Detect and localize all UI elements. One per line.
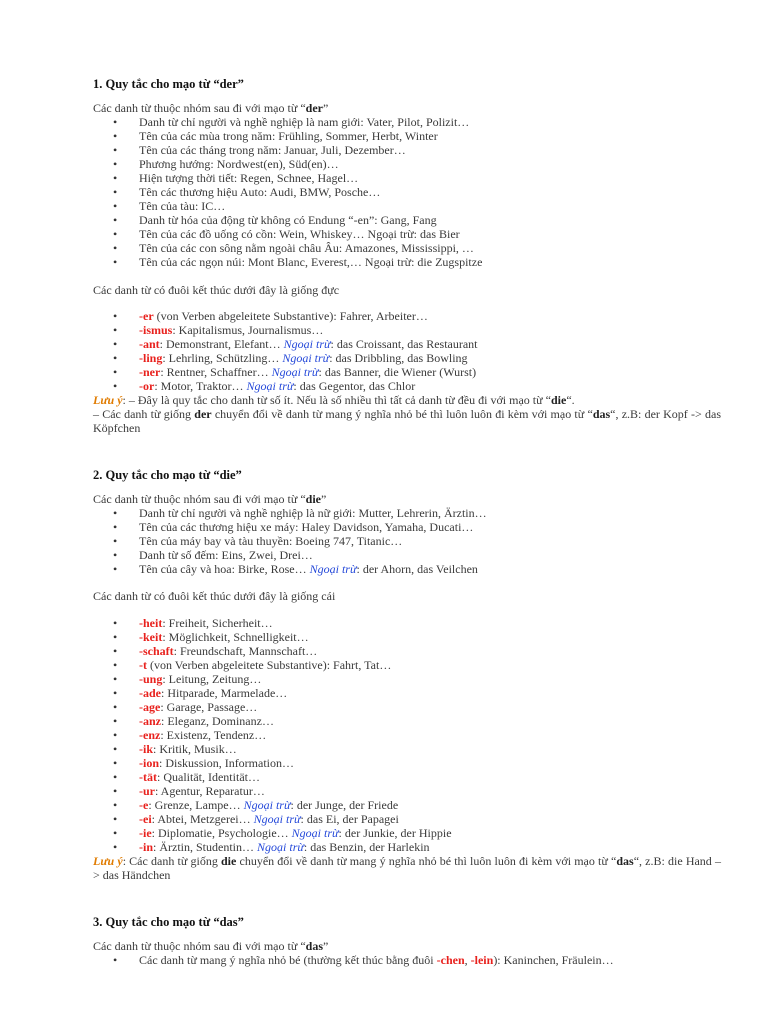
ending-text: : Leitung, Zeitung… (162, 672, 262, 686)
list-item (93, 630, 452, 644)
article-der: der (305, 101, 323, 115)
ending-text: : Grenze, Lampe… (148, 798, 244, 812)
suffix: -tät (139, 770, 157, 784)
note-text: – Các danh từ giống (93, 407, 195, 421)
exception-text: : der Junkie, der Hippie (338, 826, 452, 840)
suffix: -lein (470, 953, 494, 967)
list-item (93, 826, 452, 840)
list-item (93, 562, 487, 576)
exception-text: : das Ei, der Papagei (300, 812, 399, 826)
ending-text: : Eleganz, Dominanz… (161, 714, 274, 728)
list-item (93, 644, 452, 658)
suffix: -ik (139, 742, 154, 756)
list-item: • Danh từ số đếm: Eins, Zwei, Drei… (93, 548, 487, 562)
intro-close: ” (321, 492, 327, 506)
ending-text: : Motor, Traktor… (154, 379, 247, 393)
list-item (93, 365, 478, 379)
note-text: chuyển đổi về danh từ mang ý nghĩa nhỏ bé thì luôn luôn đi kèm với mạo từ “ (236, 854, 617, 868)
suffix: -schaft (139, 644, 174, 658)
ending-text: : Diplomatie, Psychologie… (151, 826, 292, 840)
suffix: -ade (139, 686, 161, 700)
note-text: chuyển đổi về danh từ mang ý nghĩa nhỏ bé thì luôn luôn đi kèm với mạo từ “ (211, 407, 593, 421)
list-item (93, 309, 478, 323)
list-item (93, 756, 452, 770)
intro-text: Các danh từ thuộc nhóm sau đi với mạo từ “ (93, 939, 306, 953)
exception-label: Ngoại trừ (257, 840, 304, 854)
article-das: das (305, 939, 323, 953)
list-item: • Tên của máy bay và tàu thuyền: Boeing 747, Titanic… (93, 534, 487, 548)
suffix: -heit (139, 616, 163, 630)
suffix: -ant (139, 337, 160, 351)
ending-text: : Freundschaft, Mannschaft… (173, 644, 318, 658)
list-item: • Danh từ chỉ người và nghề nghiệp là nữ giới: Mutter, Lehrerin, Ärztin… (93, 506, 487, 520)
list-item (93, 672, 452, 686)
ending-text: : Hitparade, Marmelade… (161, 686, 288, 700)
list-item: • Tên của các ngọn núi: Mont Blanc, Everest,… Ngoại trừ: die Zugspitze (93, 255, 482, 269)
list-item (93, 616, 452, 630)
suffix: -er (139, 309, 154, 323)
article-die: die (550, 393, 567, 407)
suffix: -chen (436, 953, 465, 967)
ending-text: (von Verben abgeleitete Substantive): Fahrer, Arbeiter… (153, 309, 428, 323)
section-title-das: 3. Quy tắc cho mạo từ “das” (93, 915, 244, 929)
intro-die (93, 492, 326, 506)
suffix: -in (139, 840, 154, 854)
exception-label: Ngoại trừ (271, 365, 319, 379)
list-item: • Tên của các mùa trong năm: Frühling, Sommer, Herbt, Winter (93, 129, 482, 143)
exception-label: Ngoại trừ (253, 812, 301, 826)
exception-label: Ngoại trừ (282, 351, 330, 365)
list-item (93, 714, 452, 728)
suffix: -keit (139, 630, 163, 644)
exception-label: Ngoại trừ (283, 337, 331, 351)
list-item: • Hiện tượng thời tiết: Regen, Schnee, Hagel… (93, 171, 482, 185)
endings-intro-die: Các danh từ có đuôi kết thúc dưới đây là giống cái (93, 589, 336, 603)
suffix: -ei (139, 812, 152, 826)
list-die-groups (93, 506, 487, 576)
article-das: das (592, 407, 611, 421)
ending-text: : Ärztin, Studentin… (153, 840, 258, 854)
list-item (93, 351, 478, 365)
ending-text: : Existenz, Tendenz… (160, 728, 267, 742)
exception-text: : das Benzin, der Harlekin (303, 840, 430, 854)
list-der-groups (93, 115, 482, 269)
list-item (93, 784, 452, 798)
suffix: -anz (139, 714, 161, 728)
ending-text: (von Verben abgeleitete Substantive): Fahrt, Tat… (147, 658, 392, 672)
exception-label: Ngoại trừ (243, 798, 291, 812)
article-das: das (616, 854, 634, 868)
note-text: : – Đây là quy tắc cho danh từ số ít. Nếu là số nhiều thì tất cả danh từ đều đi với mạo từ “ (122, 393, 551, 407)
endings-intro-der: Các danh từ có đuôi kết thúc dưới đây là giống đực (93, 283, 340, 297)
list-item (93, 812, 452, 826)
ending-text: : Demonstrant, Elefant… (159, 337, 284, 351)
ending-text: : Agentur, Reparatur… (155, 784, 265, 798)
exception-text: : das Dribbling, das Bowling (329, 351, 468, 365)
ending-text: : Garage, Passage… (160, 700, 258, 714)
list-item: • Tên các thương hiệu Auto: Audi, BMW, Posche… (93, 185, 482, 199)
intro-text: Các danh từ thuộc nhóm sau đi với mạo từ “ (93, 492, 306, 506)
article-die: die (305, 492, 321, 506)
article-die: die (220, 854, 237, 868)
exception-text: : das Banner, die Wiener (Wurst) (318, 365, 477, 379)
ending-text: : Diskussion, Information… (159, 756, 295, 770)
suffix: -ur (139, 784, 155, 798)
note-label: Lưu ý (93, 393, 123, 407)
list-item (93, 658, 452, 672)
exception-label: Ngoại trừ (246, 379, 294, 393)
list-item (93, 323, 478, 337)
ending-text: : Kritik, Musik… (153, 742, 237, 756)
note-der (93, 393, 721, 435)
article-der: der (194, 407, 212, 421)
suffix: -enz (139, 728, 161, 742)
intro-das (93, 939, 328, 953)
list-die-endings (93, 616, 452, 854)
suffix: -t (139, 658, 147, 672)
item-text: Tên của cây và hoa: Birke, Rose… (139, 562, 310, 576)
exception-label: Ngoại trừ (309, 562, 357, 576)
exception-text: : das Gegentor, das Chlor (293, 379, 416, 393)
list-item (93, 728, 452, 742)
separator: , (464, 953, 471, 967)
list-item (93, 337, 478, 351)
list-item: • Tên của tàu: IC… (93, 199, 482, 213)
list-item (93, 770, 452, 784)
exception-text: : der Ahorn, das Veilchen (356, 562, 478, 576)
suffix: -ismus (139, 323, 173, 337)
ending-text: : Qualität, Identität… (157, 770, 260, 784)
list-item (93, 840, 452, 854)
suffix: -age (139, 700, 161, 714)
list-item (93, 379, 478, 393)
section-title-die: 2. Quy tắc cho mạo từ “die” (93, 468, 242, 482)
section-title-der: 1. Quy tắc cho mạo từ “der” (93, 77, 244, 91)
list-das-groups (93, 953, 614, 967)
list-item: • Tên của các thương hiệu xe máy: Haley Davidson, Yamaha, Ducati… (93, 520, 487, 534)
note-label: Lưu ý (93, 854, 123, 868)
ending-text: : Kapitalismus, Journalismus… (172, 323, 324, 337)
list-item: • Tên của các đồ uống có cồn: Wein, Whiskey… Ngoại trừ: das Bier (93, 227, 482, 241)
note-text: “, z.B: der Kopf -> das Köpfchen (93, 407, 722, 435)
ending-text: : Möglichkeit, Schnelligkeit… (162, 630, 309, 644)
list-item: • Danh từ chỉ người và nghề nghiệp là nam giới: Vater, Pilot, Polizit… (93, 115, 482, 129)
exception-text: : der Junge, der Friede (290, 798, 399, 812)
note-die (93, 854, 721, 882)
intro-der (93, 101, 328, 115)
exception-text: : das Croissant, das Restaurant (330, 337, 478, 351)
suffix: -ung (139, 672, 163, 686)
list-item (93, 742, 452, 756)
item-text: ): Kaninchen, Fräulein… (493, 953, 614, 967)
suffix: -e (139, 798, 149, 812)
note-text: : Các danh từ giống (122, 854, 221, 868)
suffix: -or (139, 379, 155, 393)
intro-text: Các danh từ thuộc nhóm sau đi với mạo từ “ (93, 101, 306, 115)
intro-close: ” (323, 939, 329, 953)
note-text: “. (566, 393, 575, 407)
list-item: • Phương hướng: Nordwest(en), Süd(en)… (93, 157, 482, 171)
suffix: -ner (139, 365, 161, 379)
intro-close: ” (322, 101, 329, 115)
suffix: -ion (139, 756, 160, 770)
list-item: • Tên của các con sông nằm ngoài châu Âu: Amazones, Mississippi, … (93, 241, 482, 255)
note-text: “, z.B: die Hand –> das Händchen (93, 854, 721, 882)
exception-label: Ngoại trừ (291, 826, 339, 840)
ending-text: : Rentner, Schaffner… (160, 365, 272, 379)
ending-text: : Lehrling, Schützling… (162, 351, 283, 365)
suffix: -ling (139, 351, 163, 365)
list-item (93, 953, 614, 967)
ending-text: : Abtei, Metzgerei… (151, 812, 254, 826)
list-item (93, 798, 452, 812)
list-der-endings (93, 309, 478, 393)
suffix: -ie (139, 826, 152, 840)
list-item: • Danh từ hóa của động từ không có Endung “-en”: Gang, Fang (93, 213, 482, 227)
ending-text: : Freiheit, Sicherheit… (162, 616, 273, 630)
list-item (93, 700, 452, 714)
list-item (93, 686, 452, 700)
list-item: • Tên của các tháng trong năm: Januar, Juli, Dezember… (93, 143, 482, 157)
item-text: Các danh từ mang ý nghĩa nhỏ bé (thường kết thúc bằng đuôi (139, 953, 437, 967)
